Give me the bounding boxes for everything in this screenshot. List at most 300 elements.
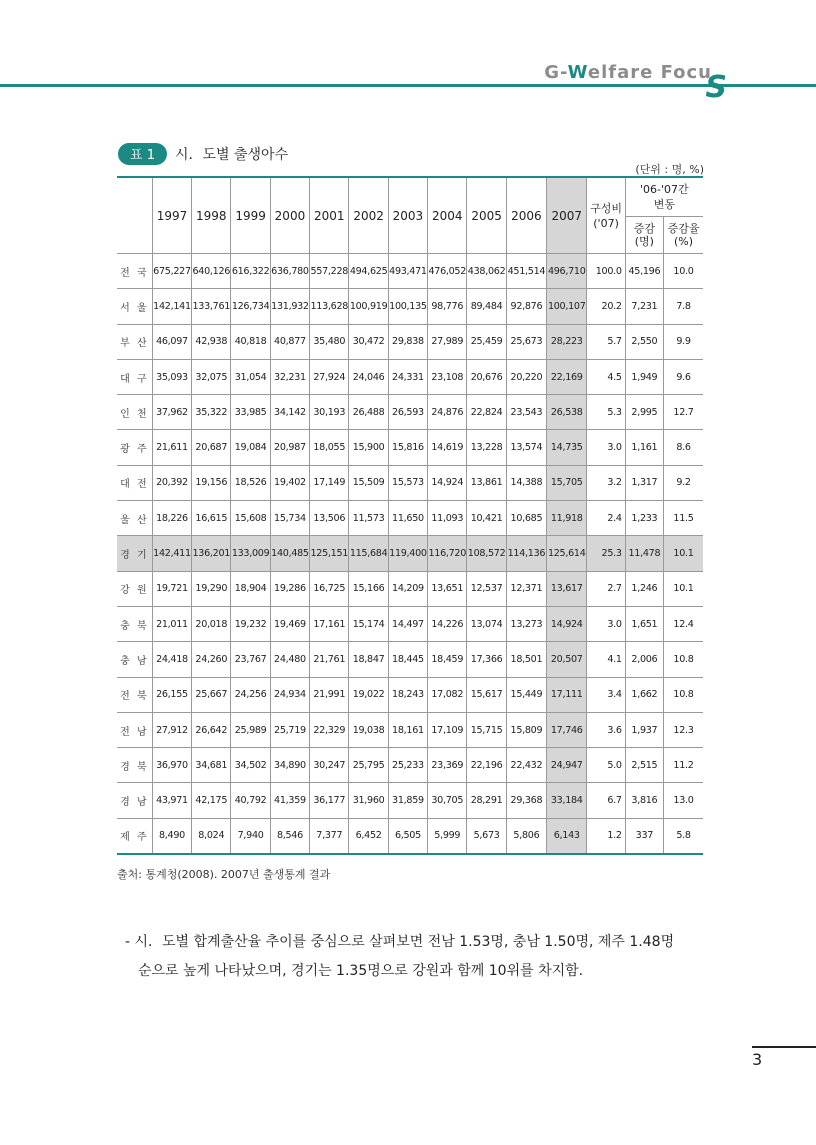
value-cell: 33,985 (231, 395, 270, 430)
value-cell: 115,684 (349, 536, 388, 571)
value-cell: 3.4 (587, 677, 625, 712)
value-cell: 10,685 (506, 501, 546, 536)
value-cell: 17,746 (547, 712, 587, 747)
value-cell: 10,421 (467, 501, 506, 536)
value-cell: 8,546 (270, 818, 309, 854)
value-cell: 18,161 (388, 712, 427, 747)
value-cell: 1,233 (625, 501, 663, 536)
value-cell: 40,818 (231, 324, 270, 359)
value-cell: 126,734 (231, 289, 270, 324)
value-cell: 5.8 (664, 818, 703, 854)
brand-logo: G-Welfare Focu S (544, 62, 728, 105)
share-header: 구성비 ('07) (587, 177, 625, 254)
value-cell: 13,574 (506, 430, 546, 465)
value-cell: 13.0 (664, 783, 703, 818)
value-cell: 142,411 (152, 536, 191, 571)
value-cell: 20.2 (587, 289, 625, 324)
value-cell: 114,136 (506, 536, 546, 571)
value-cell: 23,108 (428, 359, 467, 394)
value-cell: 11,573 (349, 501, 388, 536)
value-cell: 616,322 (231, 254, 270, 289)
value-cell: 27,989 (428, 324, 467, 359)
value-cell: 19,038 (349, 712, 388, 747)
region-cell: 대 전 (117, 465, 152, 500)
value-cell: 116,720 (428, 536, 467, 571)
value-cell: 1,937 (625, 712, 663, 747)
value-cell: 2,550 (625, 324, 663, 359)
value-cell: 40,792 (231, 783, 270, 818)
value-cell: 17,366 (467, 642, 506, 677)
value-cell: 19,084 (231, 430, 270, 465)
table-row (117, 501, 703, 536)
value-cell: 19,022 (349, 677, 388, 712)
value-cell: 133,761 (192, 289, 231, 324)
value-cell: 24,260 (192, 642, 231, 677)
value-cell: 10.1 (664, 536, 703, 571)
value-cell: 7.8 (664, 289, 703, 324)
value-cell: 43,971 (152, 783, 191, 818)
value-cell: 5.7 (587, 324, 625, 359)
value-cell: 33,184 (547, 783, 587, 818)
region-cell: 서 울 (117, 289, 152, 324)
value-cell: 119,400 (388, 536, 427, 571)
value-cell: 36,177 (310, 783, 349, 818)
value-cell: 28,223 (547, 324, 587, 359)
value-cell: 13,651 (428, 571, 467, 606)
region-cell: 충 북 (117, 606, 152, 641)
table-row (117, 677, 703, 712)
page-number: 3 (752, 1050, 763, 1069)
value-cell: 14,388 (506, 465, 546, 500)
value-cell: 22,432 (506, 748, 546, 783)
header-rule (0, 84, 816, 87)
value-cell: 22,169 (547, 359, 587, 394)
value-cell: 2.4 (587, 501, 625, 536)
value-cell: 92,876 (506, 289, 546, 324)
value-cell: 1,949 (625, 359, 663, 394)
value-cell: 34,890 (270, 748, 309, 783)
value-cell: 1,317 (625, 465, 663, 500)
value-cell: 7,940 (231, 818, 270, 854)
value-cell: 100,919 (349, 289, 388, 324)
year-header: 2003 (388, 177, 427, 254)
value-cell: 125,614 (547, 536, 587, 571)
value-cell: 6,452 (349, 818, 388, 854)
value-cell: 26,488 (349, 395, 388, 430)
births-table (117, 176, 703, 855)
value-cell: 12.4 (664, 606, 703, 641)
value-cell: 30,705 (428, 783, 467, 818)
value-cell: 26,155 (152, 677, 191, 712)
value-cell: 8.6 (664, 430, 703, 465)
region-cell: 경 남 (117, 783, 152, 818)
value-cell: 337 (625, 818, 663, 854)
value-cell: 11,478 (625, 536, 663, 571)
value-cell: 19,286 (270, 571, 309, 606)
year-header: 2001 (310, 177, 349, 254)
value-cell: 25,459 (467, 324, 506, 359)
value-cell: 6,505 (388, 818, 427, 854)
table-row (117, 748, 703, 783)
value-cell: 21,991 (310, 677, 349, 712)
summary-line: - 시．도별 합계출산율 추이를 중심으로 살펴보면 전남 1.53명, 충남 1.50명, 제주 1.48명 (125, 934, 675, 950)
value-cell: 18,226 (152, 501, 191, 536)
value-cell: 1,246 (625, 571, 663, 606)
region-cell: 강 원 (117, 571, 152, 606)
summary-line: 순으로 높게 나타났으며, 경기는 1.35명으로 강원과 함께 10위를 차지함. (138, 963, 584, 979)
value-cell: 22,824 (467, 395, 506, 430)
value-cell: 5.3 (587, 395, 625, 430)
table-row (117, 254, 703, 289)
value-cell: 31,960 (349, 783, 388, 818)
value-cell: 14,497 (388, 606, 427, 641)
table-row (117, 606, 703, 641)
value-cell: 42,175 (192, 783, 231, 818)
value-cell: 20,676 (467, 359, 506, 394)
value-cell: 17,109 (428, 712, 467, 747)
value-cell: 17,149 (310, 465, 349, 500)
value-cell: 140,485 (270, 536, 309, 571)
value-cell: 10.0 (664, 254, 703, 289)
table-row (117, 324, 703, 359)
value-cell: 25,233 (388, 748, 427, 783)
value-cell: 15,900 (349, 430, 388, 465)
year-header: 2005 (467, 177, 506, 254)
value-cell: 24,947 (547, 748, 587, 783)
region-cell: 경 기 (117, 536, 152, 571)
value-cell: 14,209 (388, 571, 427, 606)
value-cell: 13,506 (310, 501, 349, 536)
value-cell: 494,625 (349, 254, 388, 289)
value-cell: 13,228 (467, 430, 506, 465)
value-cell: 14,924 (428, 465, 467, 500)
value-cell: 29,368 (506, 783, 546, 818)
value-cell: 14,226 (428, 606, 467, 641)
value-cell: 14,924 (547, 606, 587, 641)
value-cell: 24,331 (388, 359, 427, 394)
value-cell: 131,932 (270, 289, 309, 324)
value-cell: 15,816 (388, 430, 427, 465)
value-cell: 451,514 (506, 254, 546, 289)
value-cell: 37,962 (152, 395, 191, 430)
table-row (117, 642, 703, 677)
value-cell: 22,196 (467, 748, 506, 783)
value-cell: 25,673 (506, 324, 546, 359)
value-cell: 5.0 (587, 748, 625, 783)
table-row (117, 465, 703, 500)
value-cell: 45,196 (625, 254, 663, 289)
value-cell: 16,615 (192, 501, 231, 536)
value-cell: 15,608 (231, 501, 270, 536)
value-cell: 3.0 (587, 606, 625, 641)
region-cell: 광 주 (117, 430, 152, 465)
value-cell: 24,876 (428, 395, 467, 430)
value-cell: 24,418 (152, 642, 191, 677)
value-cell: 100.0 (587, 254, 625, 289)
value-cell: 1,161 (625, 430, 663, 465)
value-cell: 5,673 (467, 818, 506, 854)
value-cell: 26,593 (388, 395, 427, 430)
value-cell: 12.3 (664, 712, 703, 747)
summary-paragraph (125, 928, 715, 986)
table-row (117, 395, 703, 430)
value-cell: 1.2 (587, 818, 625, 854)
value-cell: 20,987 (270, 430, 309, 465)
value-cell: 3.2 (587, 465, 625, 500)
value-cell: 17,111 (547, 677, 587, 712)
value-cell: 3.0 (587, 430, 625, 465)
value-cell: 12,371 (506, 571, 546, 606)
value-cell: 10.1 (664, 571, 703, 606)
value-cell: 19,156 (192, 465, 231, 500)
page-number-rule (752, 1046, 816, 1048)
value-cell: 21,011 (152, 606, 191, 641)
value-cell: 24,480 (270, 642, 309, 677)
value-cell: 19,402 (270, 465, 309, 500)
value-cell: 24,046 (349, 359, 388, 394)
value-cell: 26,642 (192, 712, 231, 747)
value-cell: 98,776 (428, 289, 467, 324)
value-cell: 18,526 (231, 465, 270, 500)
value-cell: 2.7 (587, 571, 625, 606)
region-cell: 대 구 (117, 359, 152, 394)
value-cell: 108,572 (467, 536, 506, 571)
value-cell: 46,097 (152, 324, 191, 359)
table-row (117, 818, 703, 854)
value-cell: 23,543 (506, 395, 546, 430)
table-title: 시．도별 출생아수 (174, 147, 289, 163)
value-cell: 496,710 (547, 254, 587, 289)
value-cell: 89,484 (467, 289, 506, 324)
value-cell: 20,220 (506, 359, 546, 394)
value-cell: 100,107 (547, 289, 587, 324)
value-cell: 25.3 (587, 536, 625, 571)
value-cell: 22,329 (310, 712, 349, 747)
value-cell: 27,924 (310, 359, 349, 394)
change-header: '06-'07간 변동 (625, 177, 703, 217)
unit-note: (단위 : 명, %) (635, 163, 704, 176)
value-cell: 2,515 (625, 748, 663, 783)
value-cell: 7,231 (625, 289, 663, 324)
value-cell: 41,359 (270, 783, 309, 818)
region-cell: 전 국 (117, 254, 152, 289)
table-row (117, 712, 703, 747)
table-caption (118, 143, 288, 165)
value-cell: 13,861 (467, 465, 506, 500)
value-cell: 12,537 (467, 571, 506, 606)
value-cell: 21,761 (310, 642, 349, 677)
value-cell: 36,970 (152, 748, 191, 783)
value-cell: 25,795 (349, 748, 388, 783)
year-header: 1998 (192, 177, 231, 254)
increase-header: 증감 (명) (625, 217, 663, 254)
value-cell: 35,322 (192, 395, 231, 430)
source-note: 출처: 통계청(2008). 2007년 출생통계 결과 (117, 868, 331, 881)
value-cell: 1,651 (625, 606, 663, 641)
value-cell: 12.7 (664, 395, 703, 430)
value-cell: 125,151 (310, 536, 349, 571)
year-header: 2004 (428, 177, 467, 254)
value-cell: 31,054 (231, 359, 270, 394)
value-cell: 4.5 (587, 359, 625, 394)
value-cell: 18,055 (310, 430, 349, 465)
value-cell: 18,904 (231, 571, 270, 606)
value-cell: 8,024 (192, 818, 231, 854)
value-cell: 15,509 (349, 465, 388, 500)
table-row (117, 359, 703, 394)
year-header: 1999 (231, 177, 270, 254)
value-cell: 19,232 (231, 606, 270, 641)
value-cell: 25,719 (270, 712, 309, 747)
value-cell: 30,193 (310, 395, 349, 430)
value-cell: 9.6 (664, 359, 703, 394)
value-cell: 15,617 (467, 677, 506, 712)
value-cell: 640,126 (192, 254, 231, 289)
value-cell: 13,617 (547, 571, 587, 606)
value-cell: 18,847 (349, 642, 388, 677)
value-cell: 14,619 (428, 430, 467, 465)
table-row (117, 571, 703, 606)
value-cell: 23,369 (428, 748, 467, 783)
value-cell: 136,201 (192, 536, 231, 571)
value-cell: 24,934 (270, 677, 309, 712)
value-cell: 34,502 (231, 748, 270, 783)
value-cell: 32,075 (192, 359, 231, 394)
value-cell: 18,243 (388, 677, 427, 712)
year-header: 2002 (349, 177, 388, 254)
table-row (117, 289, 703, 324)
value-cell: 15,715 (467, 712, 506, 747)
year-header: 2007 (547, 177, 587, 254)
value-cell: 15,174 (349, 606, 388, 641)
value-cell: 19,290 (192, 571, 231, 606)
table-row (117, 783, 703, 818)
value-cell: 133,009 (231, 536, 270, 571)
value-cell: 23,767 (231, 642, 270, 677)
value-cell: 20,507 (547, 642, 587, 677)
value-cell: 11,093 (428, 501, 467, 536)
region-cell: 울 산 (117, 501, 152, 536)
value-cell: 19,721 (152, 571, 191, 606)
value-cell: 11,650 (388, 501, 427, 536)
year-header: 2000 (270, 177, 309, 254)
value-cell: 6.7 (587, 783, 625, 818)
value-cell: 13,273 (506, 606, 546, 641)
value-cell: 34,681 (192, 748, 231, 783)
region-header (117, 177, 152, 254)
value-cell: 15,573 (388, 465, 427, 500)
region-cell: 전 북 (117, 677, 152, 712)
value-cell: 18,459 (428, 642, 467, 677)
value-cell: 15,166 (349, 571, 388, 606)
value-cell: 14,735 (547, 430, 587, 465)
value-cell: 113,628 (310, 289, 349, 324)
region-cell: 경 북 (117, 748, 152, 783)
value-cell: 27,912 (152, 712, 191, 747)
table-badge: 표 1 (118, 143, 167, 165)
value-cell: 10.8 (664, 677, 703, 712)
value-cell: 557,228 (310, 254, 349, 289)
value-cell: 24,256 (231, 677, 270, 712)
value-cell: 25,667 (192, 677, 231, 712)
value-cell: 5,999 (428, 818, 467, 854)
rate-header: 증감율 (%) (664, 217, 703, 254)
value-cell: 20,392 (152, 465, 191, 500)
value-cell: 11,918 (547, 501, 587, 536)
value-cell: 20,018 (192, 606, 231, 641)
value-cell: 10.8 (664, 642, 703, 677)
region-cell: 전 남 (117, 712, 152, 747)
value-cell: 17,161 (310, 606, 349, 641)
value-cell: 4.1 (587, 642, 625, 677)
value-cell: 9.9 (664, 324, 703, 359)
value-cell: 13,074 (467, 606, 506, 641)
value-cell: 15,809 (506, 712, 546, 747)
value-cell: 35,480 (310, 324, 349, 359)
value-cell: 25,989 (231, 712, 270, 747)
value-cell: 11.2 (664, 748, 703, 783)
value-cell: 11.5 (664, 501, 703, 536)
value-cell: 5,806 (506, 818, 546, 854)
value-cell: 30,247 (310, 748, 349, 783)
value-cell: 142,141 (152, 289, 191, 324)
value-cell: 31,859 (388, 783, 427, 818)
value-cell: 40,877 (270, 324, 309, 359)
value-cell: 2,006 (625, 642, 663, 677)
value-cell: 9.2 (664, 465, 703, 500)
value-cell: 675,227 (152, 254, 191, 289)
value-cell: 32,231 (270, 359, 309, 394)
value-cell: 636,780 (270, 254, 309, 289)
value-cell: 28,291 (467, 783, 506, 818)
year-header: 2006 (506, 177, 546, 254)
value-cell: 20,687 (192, 430, 231, 465)
value-cell: 35,093 (152, 359, 191, 394)
table-row (117, 430, 703, 465)
value-cell: 18,501 (506, 642, 546, 677)
year-header: 1997 (152, 177, 191, 254)
value-cell: 476,052 (428, 254, 467, 289)
value-cell: 29,838 (388, 324, 427, 359)
value-cell: 2,995 (625, 395, 663, 430)
value-cell: 26,538 (547, 395, 587, 430)
region-cell: 제 주 (117, 818, 152, 854)
value-cell: 34,142 (270, 395, 309, 430)
value-cell: 1,662 (625, 677, 663, 712)
value-cell: 6,143 (547, 818, 587, 854)
table-row (117, 536, 703, 571)
value-cell: 3,816 (625, 783, 663, 818)
value-cell: 15,705 (547, 465, 587, 500)
value-cell: 16,725 (310, 571, 349, 606)
value-cell: 19,469 (270, 606, 309, 641)
value-cell: 18,445 (388, 642, 427, 677)
value-cell: 7,377 (310, 818, 349, 854)
value-cell: 3.6 (587, 712, 625, 747)
region-cell: 인 천 (117, 395, 152, 430)
value-cell: 15,734 (270, 501, 309, 536)
value-cell: 493,471 (388, 254, 427, 289)
region-cell: 부 산 (117, 324, 152, 359)
value-cell: 438,062 (467, 254, 506, 289)
value-cell: 17,082 (428, 677, 467, 712)
value-cell: 8,490 (152, 818, 191, 854)
value-cell: 42,938 (192, 324, 231, 359)
region-cell: 충 남 (117, 642, 152, 677)
value-cell: 100,135 (388, 289, 427, 324)
value-cell: 15,449 (506, 677, 546, 712)
value-cell: 21,611 (152, 430, 191, 465)
